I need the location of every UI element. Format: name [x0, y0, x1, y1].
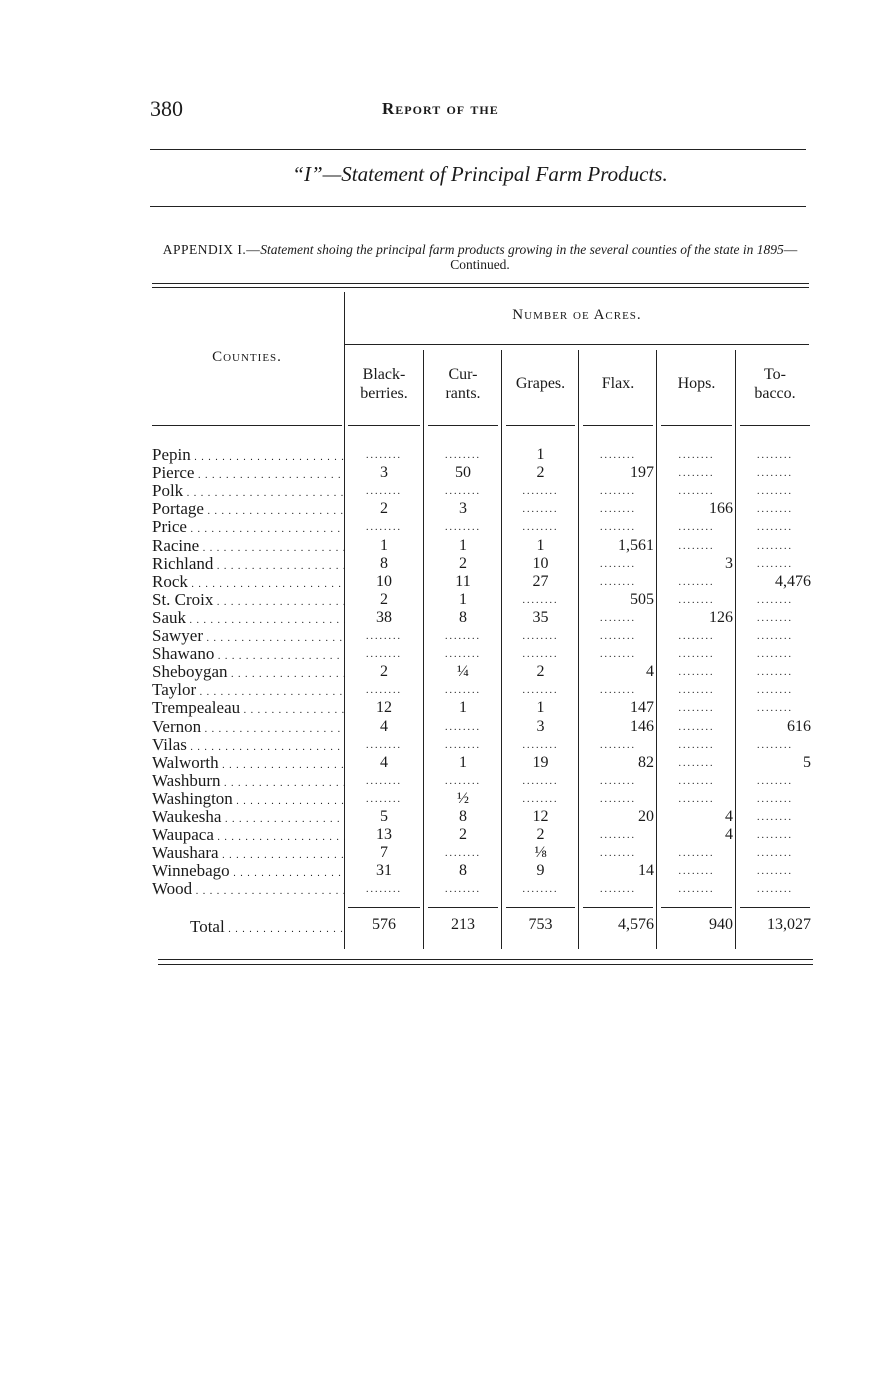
empty-cell-leader: ........: [522, 776, 559, 787]
acreage-value: 2: [459, 826, 467, 843]
empty-cell-leader: ........: [366, 486, 402, 497]
empty-cell-leader: ........: [445, 649, 481, 660]
column-divider: [423, 350, 424, 949]
empty-cell-leader: ........: [600, 649, 636, 660]
acreage-value: 12: [532, 808, 549, 825]
empty-cell-leader: ........: [366, 649, 402, 660]
acreage-value: 197: [630, 464, 654, 481]
column-divider: [735, 350, 736, 949]
empty-cell-leader: ........: [522, 486, 559, 497]
total-value: 576: [372, 916, 396, 933]
total-top-rule: [348, 907, 420, 908]
county-name: Winnebago . . .: [152, 862, 345, 880]
county-name: Trempealeau . . .: [152, 699, 345, 717]
empty-cell-leader: ........: [366, 884, 402, 895]
empty-cell-leader: ........: [445, 486, 481, 497]
empty-cell-leader: ........: [522, 649, 559, 660]
empty-cell-leader: ........: [757, 468, 793, 479]
acreage-value: 1: [459, 537, 467, 554]
empty-cell-leader: ........: [757, 541, 793, 552]
empty-cell-leader: ........: [678, 522, 715, 533]
empty-cell-leader: ........: [600, 504, 636, 515]
county-name: Pierce . . .: [152, 464, 345, 482]
total-value: 753: [528, 916, 553, 933]
column-header-underline: [348, 425, 420, 426]
empty-cell-leader: ........: [678, 776, 715, 787]
empty-cell-leader: ........: [678, 722, 715, 733]
county-name: St. Croix . . .: [152, 591, 345, 609]
county-name: Vernon . . .: [152, 718, 345, 736]
empty-cell-leader: ........: [600, 776, 636, 787]
column-divider: [578, 350, 579, 949]
header-bottom-rule-counties: [152, 425, 342, 426]
acreage-value: 147: [630, 699, 654, 716]
column-header-underline: [740, 425, 810, 426]
acreage-value: 9: [536, 862, 545, 879]
acreage-value: 1: [536, 699, 545, 716]
column-header-line2: rants.: [445, 385, 481, 402]
empty-cell-leader: ........: [522, 504, 559, 515]
acreage-value: 27: [532, 573, 549, 590]
total-value: 13,027: [767, 916, 811, 933]
empty-cell-leader: ........: [757, 685, 793, 696]
empty-cell-leader: ........: [757, 631, 793, 642]
acreage-value: 1: [459, 591, 467, 608]
appendix-caption: [150, 242, 810, 272]
empty-cell-leader: ........: [757, 703, 793, 714]
acreage-value: 35: [532, 609, 549, 626]
acreage-value: 2: [380, 663, 388, 680]
county-name: Taylor . . .: [152, 681, 345, 699]
acreage-value: 8: [380, 555, 388, 572]
empty-cell-leader: ........: [678, 667, 715, 678]
empty-cell-leader: ........: [600, 740, 636, 751]
column-header-underline: [661, 425, 732, 426]
empty-cell-leader: ........: [678, 577, 715, 588]
acreage-value: 1: [459, 754, 467, 771]
county-name: Price . . .: [152, 518, 345, 536]
column-header-line1: Hops.: [677, 375, 716, 392]
empty-cell-leader: ........: [522, 631, 559, 642]
empty-cell-leader: ........: [445, 522, 481, 533]
acreage-value: 7: [380, 844, 388, 861]
county-name: Walworth . . .: [152, 754, 345, 772]
column-header-line1: Cur-: [448, 366, 478, 383]
empty-cell-leader: ........: [522, 522, 559, 533]
acreage-value: 4: [646, 663, 654, 680]
empty-cell-leader: ........: [445, 776, 481, 787]
empty-cell-leader: ........: [757, 613, 793, 624]
acreage-value: 3: [725, 555, 733, 572]
empty-cell-leader: ........: [757, 667, 793, 678]
empty-cell-leader: ........: [678, 794, 715, 805]
empty-cell-leader: ........: [600, 685, 636, 696]
empty-cell-leader: ........: [757, 794, 793, 805]
column-divider: [656, 350, 657, 949]
empty-cell-leader: ........: [600, 631, 636, 642]
empty-cell-leader: ........: [678, 848, 715, 859]
acreage-value: 5: [380, 808, 388, 825]
acreage-value: 31: [376, 862, 392, 879]
appendix-tail: —Continued.: [450, 242, 798, 272]
group-header-rule: [345, 344, 809, 345]
empty-cell-leader: ........: [522, 740, 559, 751]
table-top-rule: [152, 283, 809, 284]
column-header-3: [580, 374, 656, 393]
acreage-value: 1: [380, 537, 388, 554]
empty-cell-leader: ........: [366, 631, 402, 642]
empty-cell-leader: ........: [678, 450, 715, 461]
total-top-rule: [506, 907, 575, 908]
column-header-1: [425, 365, 501, 403]
county-name: Washington . . .: [152, 790, 345, 808]
column-header-4: [658, 374, 735, 393]
empty-cell-leader: ........: [678, 486, 715, 497]
acreage-value: 1: [536, 537, 545, 554]
county-name: Polk . . .: [152, 482, 345, 500]
acreage-value: 50: [455, 464, 471, 481]
column-header-0: [345, 365, 423, 403]
total-label: Total . . .: [190, 917, 345, 937]
empty-cell-leader: ........: [366, 685, 402, 696]
acreage-value: 38: [376, 609, 392, 626]
acreage-value: 1: [459, 699, 467, 716]
county-name: Vilas . . .: [152, 736, 345, 754]
empty-cell-leader: ........: [600, 830, 636, 841]
acreage-value: 11: [455, 573, 471, 590]
appendix-italic: Statement shoing the principal farm products growing in the several counties of the state in 1895: [260, 242, 784, 257]
empty-cell-leader: ........: [757, 830, 793, 841]
empty-cell-leader: ........: [600, 613, 636, 624]
acreage-value: 166: [709, 500, 733, 517]
acreage-value: 146: [630, 718, 654, 735]
empty-cell-leader: ........: [678, 685, 715, 696]
acreage-value: 14: [638, 862, 654, 879]
acreage-value: 2: [459, 555, 467, 572]
page-number: 380: [150, 96, 183, 121]
county-name: Racine . . .: [152, 537, 345, 555]
county-name: Waupaca . . .: [152, 826, 345, 844]
empty-cell-leader: ........: [445, 740, 481, 751]
empty-cell-leader: ........: [600, 848, 636, 859]
empty-cell-leader: ........: [757, 776, 793, 787]
section-title: “I”—Statement of Principal Farm Products.: [292, 162, 668, 186]
empty-cell-leader: ........: [366, 776, 402, 787]
county-name: Waushara . . .: [152, 844, 345, 862]
acreage-value: 1: [536, 446, 545, 463]
table-bottom-rule: [158, 959, 813, 960]
empty-cell-leader: ........: [757, 812, 793, 823]
empty-cell-leader: ........: [445, 450, 481, 461]
acreage-value: 3: [536, 718, 545, 735]
acreage-value: 8: [459, 862, 467, 879]
empty-cell-leader: ........: [678, 884, 715, 895]
acreage-value: 3: [459, 500, 467, 517]
column-header-underline: [428, 425, 498, 426]
empty-cell-leader: ........: [757, 740, 793, 751]
county-name: Pepin . . .: [152, 446, 345, 464]
total-top-rule: [428, 907, 498, 908]
empty-cell-leader: ........: [757, 595, 793, 606]
total-top-rule: [583, 907, 653, 908]
empty-cell-leader: ........: [757, 649, 793, 660]
empty-cell-leader: ........: [757, 866, 793, 877]
empty-cell-leader: ........: [366, 794, 402, 805]
county-name: Waukesha . . .: [152, 808, 345, 826]
appendix-lead: APPENDIX I.—: [162, 242, 261, 257]
column-header-line2: berries.: [360, 385, 408, 402]
empty-cell-leader: ........: [366, 522, 402, 533]
acreage-value: 505: [630, 591, 654, 608]
empty-cell-leader: ........: [366, 740, 402, 751]
acreage-value: 2: [536, 464, 545, 481]
acreage-value: 10: [532, 555, 549, 572]
title-rule: [150, 206, 806, 207]
empty-cell-leader: ........: [757, 522, 793, 533]
acreage-value: 19: [532, 754, 549, 771]
acreage-value: 2: [380, 500, 388, 517]
empty-cell-leader: ........: [445, 884, 481, 895]
empty-cell-leader: ........: [600, 522, 636, 533]
acreage-value: 8: [459, 609, 467, 626]
empty-cell-leader: ........: [678, 541, 715, 552]
acreage-value: ⅛: [534, 844, 547, 861]
column-header-line1: Grapes.: [515, 375, 566, 392]
empty-cell-leader: ........: [678, 468, 715, 479]
empty-cell-leader: ........: [678, 866, 715, 877]
acreage-value: 2: [380, 591, 388, 608]
total-value: 213: [451, 916, 475, 933]
empty-cell-leader: ........: [757, 559, 793, 570]
acreage-value: 82: [638, 754, 654, 771]
empty-cell-leader: ........: [678, 740, 715, 751]
county-name: Sauk . . .: [152, 609, 345, 627]
acreage-value: ¼: [457, 663, 469, 680]
empty-cell-leader: ........: [600, 559, 636, 570]
column-header-line1: To-: [764, 366, 786, 383]
total-value: 4,576: [618, 916, 654, 933]
empty-cell-leader: ........: [522, 595, 559, 606]
acreage-value: 4: [380, 754, 388, 771]
county-name: Rock . . .: [152, 573, 345, 591]
acreage-value: 4,476: [775, 573, 811, 590]
acreage-value: 20: [638, 808, 654, 825]
acreage-value: 8: [459, 808, 467, 825]
column-header-5: [737, 365, 813, 403]
empty-cell-leader: ........: [678, 758, 715, 769]
column-header-underline: [506, 425, 575, 426]
acreage-value: 13: [376, 826, 392, 843]
empty-cell-leader: ........: [757, 450, 793, 461]
empty-cell-leader: ........: [445, 722, 481, 733]
column-header-line2: bacco.: [754, 385, 796, 402]
county-name: Richland . . .: [152, 555, 345, 573]
total-top-rule: [661, 907, 732, 908]
acreage-value: 3: [380, 464, 388, 481]
column-header-line1: Flax.: [601, 375, 635, 392]
acreage-value: ½: [457, 790, 469, 807]
empty-cell-leader: ........: [522, 884, 559, 895]
empty-cell-leader: ........: [600, 794, 636, 805]
acreage-value: 2: [536, 826, 545, 843]
empty-cell-leader: ........: [445, 631, 481, 642]
table-bottom-rule-2: [158, 964, 813, 965]
acreage-value: 2: [536, 663, 545, 680]
county-name: Wood . . .: [152, 880, 345, 898]
empty-cell-leader: ........: [757, 884, 793, 895]
empty-cell-leader: ........: [757, 848, 793, 859]
column-header-underline: [583, 425, 653, 426]
acreage-value: 4: [725, 808, 733, 825]
acreage-value: 126: [709, 609, 733, 626]
acreage-value: 4: [380, 718, 388, 735]
acreage-value: 12: [376, 699, 392, 716]
acreage-value: 5: [803, 754, 811, 771]
empty-cell-leader: ........: [600, 884, 636, 895]
empty-cell-leader: ........: [445, 848, 481, 859]
acreage-value: 4: [725, 826, 733, 843]
total-value: 940: [709, 916, 733, 933]
acreage-value: 616: [787, 718, 811, 735]
top-rule: [150, 149, 806, 150]
column-header-2: [503, 374, 578, 393]
empty-cell-leader: ........: [757, 504, 793, 515]
empty-cell-leader: ........: [445, 685, 481, 696]
empty-cell-leader: ........: [600, 577, 636, 588]
empty-cell-leader: ........: [522, 685, 559, 696]
empty-cell-leader: ........: [600, 450, 636, 461]
table-top-rule-2: [152, 287, 809, 288]
county-name: Washburn . . .: [152, 772, 345, 790]
county-name: Sawyer . . .: [152, 627, 345, 645]
empty-cell-leader: ........: [522, 794, 559, 805]
empty-cell-leader: ........: [678, 595, 715, 606]
county-name: Shawano . . .: [152, 645, 345, 663]
total-top-rule: [740, 907, 810, 908]
counties-header: Counties.: [212, 349, 282, 365]
acreage-value: 10: [376, 573, 392, 590]
number-of-acres-header: Number oe Acres.: [512, 307, 642, 323]
county-name: Portage . . .: [152, 500, 345, 518]
running-head: Report of the: [382, 99, 499, 118]
acreage-value: 1,561: [618, 537, 654, 554]
empty-cell-leader: ........: [600, 486, 636, 497]
column-header-line1: Black-: [362, 366, 406, 383]
empty-cell-leader: ........: [678, 649, 715, 660]
county-name: Sheboygan . . .: [152, 663, 345, 681]
empty-cell-leader: ........: [757, 486, 793, 497]
empty-cell-leader: ........: [678, 703, 715, 714]
empty-cell-leader: ........: [366, 450, 402, 461]
column-divider: [501, 350, 502, 949]
empty-cell-leader: ........: [678, 631, 715, 642]
